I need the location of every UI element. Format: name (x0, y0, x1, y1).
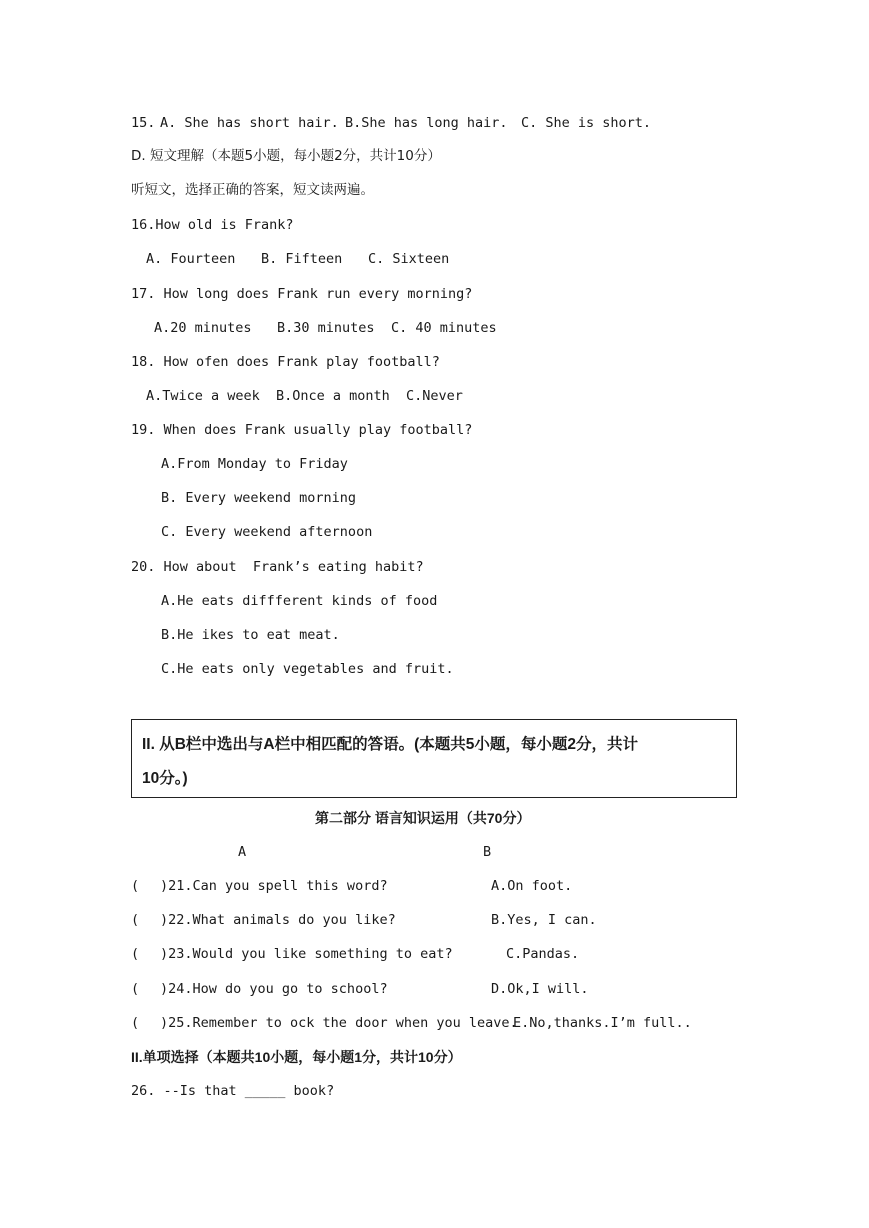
q20-stem: 20. How about Frank’s eating habit? (131, 559, 424, 575)
column-b-header: B (483, 844, 492, 860)
matching-answer: D.Ok,I will. (491, 981, 589, 997)
q15-option-a: A. She has short hair. (160, 115, 339, 131)
q18-option-b: B.Once a month (276, 388, 390, 404)
q17-option-b: B.30 minutes (277, 320, 375, 336)
q15-option-b: B.She has long hair. (345, 115, 508, 131)
section-ii-heading-line2: 10分。) (142, 770, 188, 787)
matching-answer: A.On foot. (491, 878, 573, 894)
q16-stem: 16.How old is Frank? (131, 217, 294, 233)
matching-question: )22.What animals do you like? (160, 912, 396, 928)
q18-option-a: A.Twice a week (146, 388, 260, 404)
q17-option-a: A.20 minutes (154, 320, 252, 336)
answer-paren: ( (131, 981, 140, 997)
matching-question: )23.Would you like something to eat? (160, 946, 453, 962)
part-two-title: 第二部分 语言知识运用（共70分） (315, 810, 531, 826)
answer-paren: ( (131, 878, 140, 894)
answer-paren: ( (131, 946, 140, 962)
section-d-title: D. 短文理解（本题5小题，每小题2分，共计10分） (131, 148, 441, 164)
q19-stem: 19. When does Frank usually play football? (131, 422, 473, 438)
matching-answer: E.No,thanks.I’m full.. (513, 1015, 692, 1031)
matching-answer: B.Yes, I can. (491, 912, 597, 928)
q16-option-a: A. Fourteen (146, 251, 236, 267)
column-a-header: A (238, 844, 247, 860)
matching-question: )24.How do you go to school? (160, 981, 388, 997)
single-choice-title: II.单项选择（本题共10小题，每小题1分，共计10分） (131, 1049, 462, 1065)
q16-option-b: B. Fifteen (261, 251, 343, 267)
answer-paren: ( (131, 912, 140, 928)
q18-option-c: C.Never (406, 388, 463, 404)
q26-stem: 26. --Is that _____ book? (131, 1083, 335, 1099)
q18-stem: 18. How ofen does Frank play football? (131, 354, 440, 370)
matching-question: )21.Can you spell this word? (160, 878, 388, 894)
q20-option-b: B.He ikes to eat meat. (161, 627, 340, 643)
answer-paren: ( (131, 1015, 140, 1031)
section-ii-box (131, 719, 737, 798)
q19-option-c: C. Every weekend afternoon (161, 524, 373, 540)
q16-option-c: C. Sixteen (368, 251, 450, 267)
q17-option-c: C. 40 minutes (391, 320, 497, 336)
section-ii-heading-line1: II. 从B栏中选出与A栏中相匹配的答语。(本题共5小题，每小题2分，共计 (142, 736, 639, 753)
q17-stem: 17. How long does Frank run every morning? (131, 286, 473, 302)
section-d-instructions: 听短文，选择正确的答案，短文读两遍。 (131, 182, 374, 198)
q19-option-b: B. Every weekend morning (161, 490, 357, 506)
q19-option-a: A.From Monday to Friday (161, 456, 348, 472)
matching-question: )25.Remember to ock the door when you leave. (160, 1015, 518, 1031)
q20-option-c: C.He eats only vegetables and fruit. (161, 661, 454, 677)
q15-option-c: C. She is short. (521, 115, 652, 131)
q20-option-a: A.He eats diffferent kinds of food (161, 593, 438, 609)
q15-number: 15. (131, 115, 156, 131)
matching-answer: C.Pandas. (506, 946, 580, 962)
